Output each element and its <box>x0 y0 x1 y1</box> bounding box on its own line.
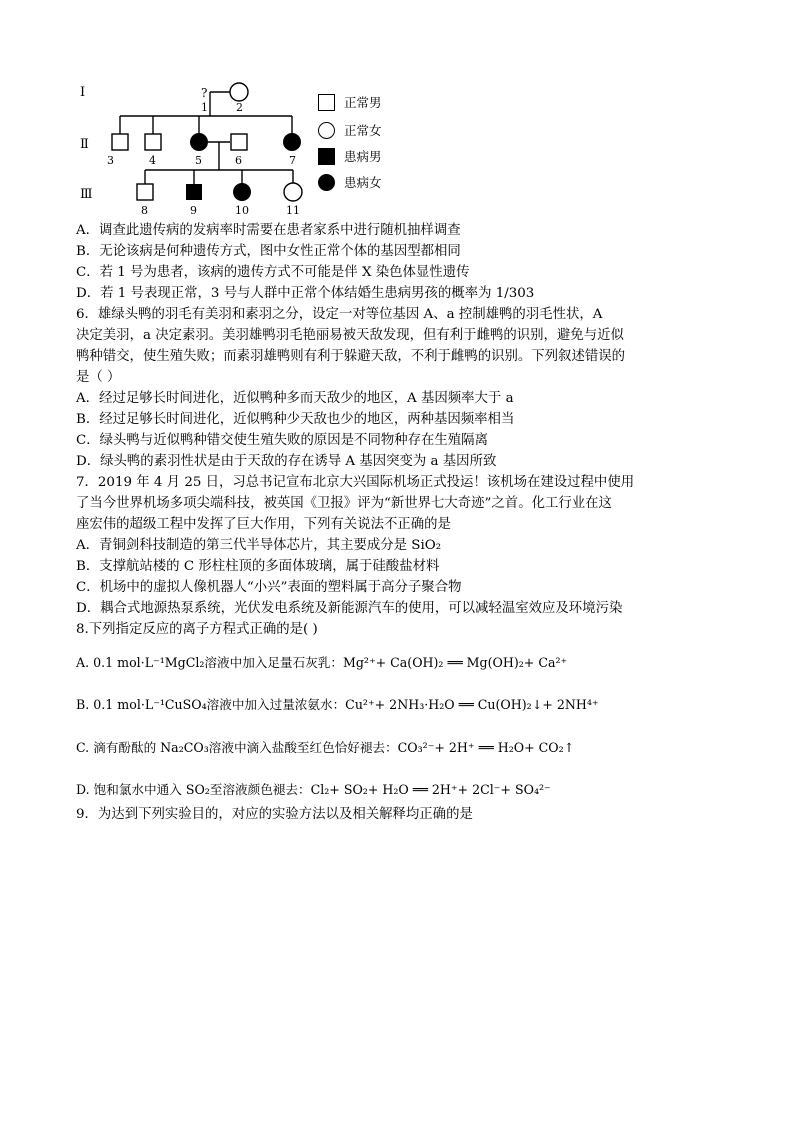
equation-d: D. 饱和氯水中通入 SO₂至溶液颜色褪去：Cl₂+ SO₂+ H₂O ══ 2H⁺+ 2Cl⁻+ SO₄²⁻ <box>76 782 551 797</box>
legend-normal-male <box>318 92 382 112</box>
text-line: D．耦合式地源热泵系统，光伏发电系统及新能源汽车的使用，可以减轻温室效应及环境污染 <box>76 601 623 616</box>
text-line: B．支撑航站楼的 C 形柱柱顶的多面体玻璃，属于硅酸盐材料 <box>76 559 440 574</box>
circle-icon <box>318 122 335 139</box>
individual-II-5 <box>190 133 208 151</box>
individual-II-4 <box>145 134 161 150</box>
individual-II-6 <box>231 134 247 150</box>
filled-circle-icon <box>318 174 335 191</box>
text-line: 8.下列指定反应的离子方程式正确的是( ) <box>76 622 318 637</box>
text-line: D．绿头鸭的素羽性状是由于天敌的存在诱导 A 基因突变为 a 基因所致 <box>76 454 497 469</box>
text-line: B．无论该病是何种遗传方式，图中女性正常个体的基因型都相同 <box>76 244 461 259</box>
legend-affected-female <box>318 172 382 192</box>
generation-label-3: Ⅲ <box>80 187 93 202</box>
legend-label: 正常女 <box>344 123 382 138</box>
individual-II-7 <box>283 133 301 151</box>
text-line: C．绿头鸭与近似鸭种错交使生殖失败的原因是不同物种存在生殖隔离 <box>76 433 488 448</box>
individual-III-8 <box>137 184 153 200</box>
text-line: 座宏伟的超级工程中发挥了巨大作用，下列有关说法不正确的是 <box>76 517 451 532</box>
text-line: A．经过足够长时间进化，近似鸭种多而天敌少的地区，A 基因频率大于 a <box>76 391 514 406</box>
id-III-8: 8 <box>141 204 148 217</box>
square-icon <box>318 94 335 111</box>
individual-III-9 <box>186 184 202 200</box>
individual-III-10 <box>233 183 251 201</box>
id-II-6: 6 <box>235 154 242 167</box>
id-III-11: 11 <box>286 204 300 217</box>
id-I-2: 2 <box>236 101 243 114</box>
equation-b: B. 0.1 mol·L⁻¹CuSO₄溶液中加入过量浓氨水：Cu²⁺+ 2NH₃·H₂O ══ Cu(OH)₂↓+ 2NH⁴⁺ <box>76 697 599 712</box>
generation-label-1: Ⅰ <box>80 85 86 100</box>
text-line: 7．2019 年 4 月 25 日，习总书记宣布北京大兴国际机场正式投运！该机场在建设过程中使用 <box>76 475 635 490</box>
question-9 <box>76 804 736 825</box>
equation-a: A. 0.1 mol·L⁻¹MgCl₂溶液中加入足量石灰乳：Mg²⁺+ Ca(OH)₂ ══ Mg(OH)₂+ Ca²⁺ <box>76 655 568 670</box>
text-line: 决定美羽，a 决定素羽。美羽雄鸭羽毛艳丽易被天敌发现，但有利于雌鸭的识别，避免与近似 <box>76 328 624 343</box>
individual-III-11 <box>284 183 302 201</box>
text-line: D．若 1 号表现正常，3 号与人群中正常个体结婚生患病男孩的概率为 1/303 <box>76 286 535 301</box>
text-line: C．若 1 号为患者，该病的遗传方式不可能是伴 X 染色体显性遗传 <box>76 265 470 280</box>
text-line: 是（ ） <box>76 370 121 385</box>
id-II-3: 3 <box>107 154 114 167</box>
id-III-9: 9 <box>190 204 197 217</box>
id-II-7: 7 <box>289 154 296 167</box>
individual-II-3 <box>112 134 128 150</box>
text-line: 6．雄绿头鸭的羽毛有美羽和素羽之分，设定一对等位基因 A、a 控制雄鸭的羽毛性状，A <box>76 307 603 322</box>
text-line: 9．为达到下列实验目的，对应的实验方法以及相关解释均正确的是 <box>76 807 473 822</box>
text-line: 了当今世界机场多项尖端科技，被英国《卫报》评为“新世界七大奇迹”之首。化工行业在这 <box>76 496 612 511</box>
text-line: B．经过足够长时间进化，近似鸭种少天敌也少的地区，两种基因频率相当 <box>76 412 515 427</box>
generation-label-2: Ⅱ <box>80 137 89 152</box>
equation-c: C. 滴有酚酞的 Na₂CO₃溶液中滴入盐酸至红色恰好褪去：CO₃²⁻+ 2H⁺ ══ H₂O+ CO₂↑ <box>76 740 575 755</box>
id-I-1: 1 <box>201 101 208 114</box>
id-II-4: 4 <box>149 154 156 167</box>
text-line: C．机场中的虚拟人像机器人“小兴”表面的塑料属于高分子聚合物 <box>76 580 462 595</box>
unknown-mark: ? <box>201 86 208 100</box>
pedigree-legend <box>318 92 458 202</box>
id-II-5: 5 <box>195 154 202 167</box>
filled-square-icon <box>318 148 335 165</box>
legend-affected-male <box>318 146 382 166</box>
individual-I-2 <box>230 83 248 101</box>
question-text <box>76 220 736 640</box>
legend-label: 患病男 <box>344 149 382 164</box>
text-line: A．调查此遗传病的发病率时需要在患者家系中进行随机抽样调查 <box>76 223 461 238</box>
text-line: 鸭种错交，使生殖失败；而素羽雄鸭则有利于躲避天敌，不利于雌鸭的识别。下列叙述错误的 <box>76 349 626 364</box>
legend-normal-female <box>318 120 382 140</box>
legend-label: 患病女 <box>344 175 382 190</box>
text-line: A．青铜剑科技制造的第三代半导体芯片，其主要成分是 SiO₂ <box>76 538 442 553</box>
legend-label: 正常男 <box>344 95 382 110</box>
id-III-10: 10 <box>235 204 249 217</box>
